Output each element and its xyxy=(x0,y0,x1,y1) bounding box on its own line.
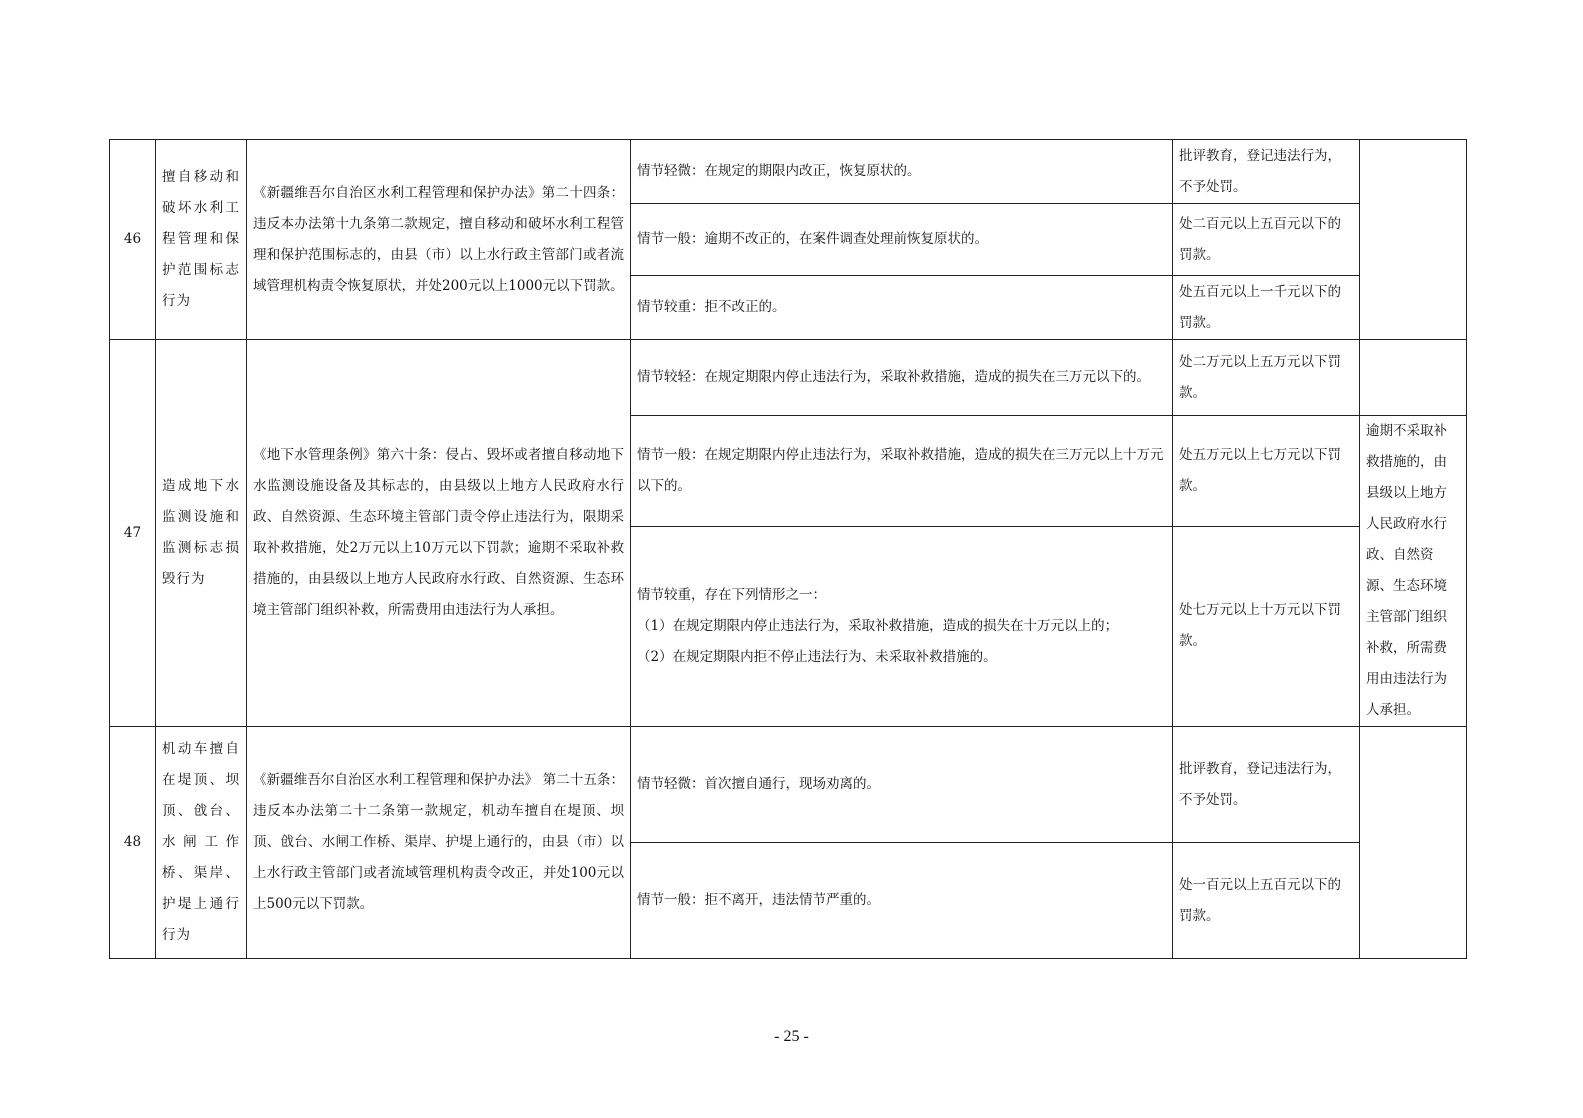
circumstance: 情节轻微：首次擅自通行，现场劝离的。 xyxy=(631,727,1173,843)
circumstance: 情节一般：拒不离开，违法情节严重的。 xyxy=(631,843,1173,959)
violation-act: 擅自移动和破坏水利工程管理和保护范围标志行为 xyxy=(156,140,247,340)
legal-basis: 《新疆维吾尔自治区水利工程管理和保护办法》第二十四条：违反本办法第十九条第二款规定，擅自移动和破坏水利工程管理和保护范围标志的，由县（市）以上水行政主管部门或者流域管理机构责令恢复原状，并处200元以上1000元以下罚款。 xyxy=(247,140,631,340)
circumstance: 情节一般：逾期不改正的，在案件调查处理前恢复原状的。 xyxy=(631,204,1173,276)
penalty: 处五百元以上一千元以下的罚款。 xyxy=(1173,276,1360,340)
penalty: 处五万元以上七万元以下罚款。 xyxy=(1173,416,1360,527)
violation-act: 造成地下水监测设施和监测标志损毁行为 xyxy=(156,340,247,727)
remark: 逾期不采取补救措施的，由县级以上地方人民政府水行政、自然资源、生态环境主管部门组织补救，所需费用由违法行为人承担。 xyxy=(1360,416,1467,727)
table-row xyxy=(110,727,1467,843)
circumstance-line: 情节较重，存在下列情形之一： xyxy=(637,586,826,603)
row-number: 46 xyxy=(110,140,156,340)
penalty: 处一百元以上五百元以下的罚款。 xyxy=(1173,843,1360,959)
remark-empty xyxy=(1360,340,1467,416)
penalty: 批评教育，登记违法行为，不予处罚。 xyxy=(1173,140,1360,204)
penalty: 处二百元以上五百元以下的罚款。 xyxy=(1173,204,1360,276)
remark xyxy=(1360,140,1467,340)
penalty: 处二万元以上五万元以下罚款。 xyxy=(1173,340,1360,416)
circumstance: 情节一般：在规定期限内停止违法行为，采取补救措施，造成的损失在三万元以上十万元以下的。 xyxy=(631,416,1173,527)
violation-act: 机动车擅自在堤顶、坝顶、戗台、水闸工作桥、渠岸、护堤上通行行为 xyxy=(156,727,247,959)
penalty: 处七万元以上十万元以下罚款。 xyxy=(1173,526,1360,726)
row-number: 48 xyxy=(110,727,156,959)
table-row xyxy=(110,140,1467,204)
circumstance-multi xyxy=(631,526,1173,726)
circumstance: 情节较轻：在规定期限内停止违法行为，采取补救措施，造成的损失在三万元以下的。 xyxy=(631,340,1173,416)
circumstance-line: （2）在规定期限内拒不停止违法行为、未采取补救措施的。 xyxy=(637,648,997,665)
penalty: 批评教育，登记违法行为，不予处罚。 xyxy=(1173,727,1360,843)
row-number: 47 xyxy=(110,340,156,727)
circumstance-line: （1）在规定期限内停止违法行为，采取补救措施，造成的损失在十万元以上的； xyxy=(637,617,1119,634)
page-number: - 25 - xyxy=(774,1028,809,1045)
circumstance: 情节轻微：在规定的期限内改正，恢复原状的。 xyxy=(631,140,1173,204)
legal-basis: 《地下水管理条例》第六十条：侵占、毁坏或者擅自移动地下水监测设施设备及其标志的，由县级以上地方人民政府水行政、自然资源、生态环境主管部门责令停止违法行为，限期采取补救措施，处2万元以上10万元以下罚款；逾期不采取补救措施的，由县级以上地方人民政府水行政、自然资源、生态环境主管部门组织补救，所需费用由违法行为人承担。 xyxy=(247,340,631,727)
remark xyxy=(1360,727,1467,959)
penalty-standards-table xyxy=(109,139,1467,959)
legal-basis: 《新疆维吾尔自治区水利工程管理和保护办法》 第二十五条：违反本办法第二十二条第一款规定，机动车擅自在堤顶、坝顶、戗台、水闸工作桥、渠岸、护堤上通行的，由县（市）以上水行政主管部门或者流域管理机构责令改正，并处100元以上500元以下罚款。 xyxy=(247,727,631,959)
circumstance: 情节较重：拒不改正的。 xyxy=(631,276,1173,340)
table-row xyxy=(110,340,1467,416)
